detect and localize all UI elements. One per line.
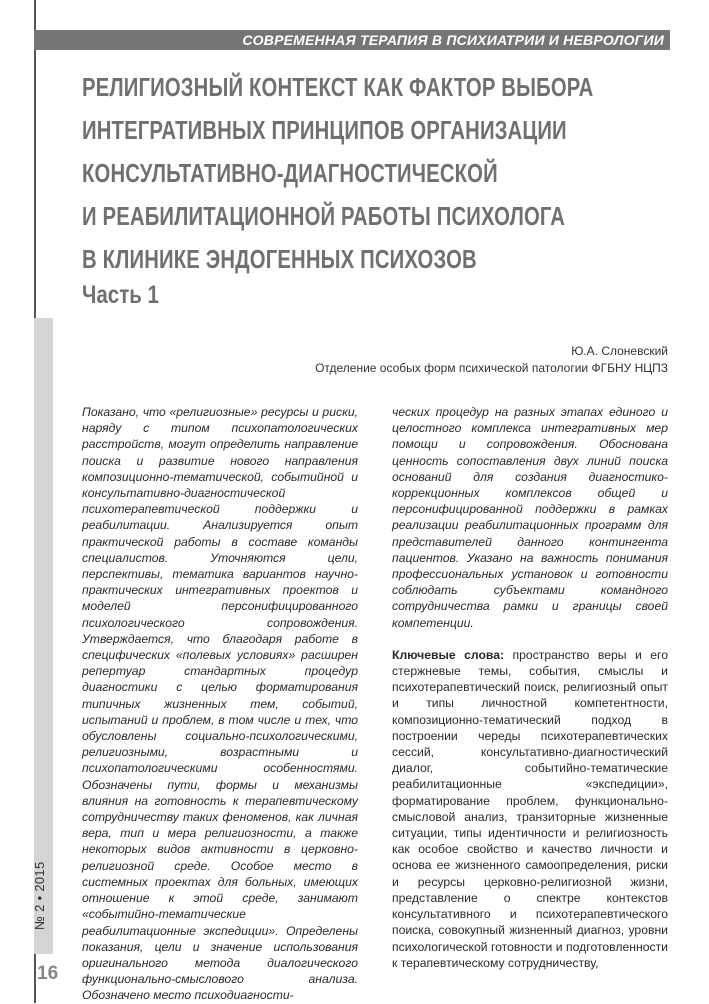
keywords-text: пространство веры и его стержневые темы, события, смыслы и психотерапевтический поиск, религиозный опыт и типы личностной компетентности, композиционно-тематический подход в построении череды психотерапевтических сессий, консультативно-диагностический диалог, событийно-тематические реабилитационные «экспедиции», форматирование проблем, функционально-смысловой анализ, транзиторные жизненные ситуации, типы идентичности и религиозность как особое свойство и качество личности и основа ее жизненного самоопределения, риски и ресурсы церковно-религиозной жизни, представление о спектре контекстов консультативного и психотерапевтического поиска, совокупный жизненный диагноз, уровни психологической готовности и подготовленности к терапевтическому сотрудничеству, — [392, 647, 669, 970]
article-part: Часть 1 — [82, 281, 159, 309]
author: Ю.А. Слоневский — [571, 344, 668, 358]
abstract-column-left — [82, 404, 358, 1004]
title-line: РЕЛИГИОЗНЫЙ КОНТЕКСТ КАК ФАКТОР ВЫБОРА — [82, 72, 594, 102]
affiliation: Отделение особых форм психической патологии ФГБНУ НЦПЗ — [315, 361, 668, 375]
article-title — [82, 66, 594, 281]
page-number: 16 — [37, 963, 59, 984]
margin-grey-band — [34, 318, 53, 954]
journal-header: СОВРЕМЕННАЯ ТЕРАПИЯ В ПСИХИАТРИИ И НЕВРОЛОГИИ — [34, 30, 670, 50]
keywords — [392, 647, 668, 971]
title-line: КОНСУЛЬТАТИВНО-ДИАГНОСТИЧЕСКОЙ — [82, 158, 498, 188]
abstract-text-continued: ческих процедур на разных этапах единого и целостного комплекса интегративных мер помощи и сопровождения. Обоснована ценность сопоставления двух линий поиска оснований для создания диагностико-коррекционных комплексов общей и персонифицированной поддержки в рамках реализации реабилитационных программ для представителей данного контингента пациентов. Указано на важность понимания профессиональных установок и готовности соблюдать субъектами командного сотрудничества рамки и границы своей компетенции. — [392, 405, 668, 630]
keywords-label: Ключевые слова: — [392, 647, 505, 662]
abstract-text: Показано, что «религиозные» ресурсы и риски, наряду с типом психопатологических расстройств, могут определить направление поиска и развитие нового направления композиционно-тематической, событийной и консультативно-диагностической психотерапевтической поддержки и реабилитации. Анализируется опыт практической работы в составе команды специалистов. Уточняются цели, перспективы, тематика вариантов научно-практических интегративных проектов и моделей персонифицированного психологического сопровождения. Утверждается, что благодаря работе в специфических «полевых условиях» расширен репертуар стандартных процедур диагностики с целью форматирования типичных жизненных тем, событий, испытаний и проблем, в том числе и тех, что обусловлены социально-психологическими, религиозными, возрастными и психопатологическими особенностями. Обозначены пути, формы и механизмы влияния на готовность к терапевтическому сотрудничеству таких феноменов, как личная вера, тип и мера религиозности, а также некоторых видов активности в церковно-религиозной среде. Особое место в системных проектах для больных, имеющих отношение к этой среде, занимают «событийно-тематические реабилитационные экспедиции». Определены показания, цели и значение использования оригинального метода диалогического функционально-смыслового анализа. Обозначено место психодиагности- — [82, 405, 358, 1003]
abstract-column-right — [392, 404, 668, 971]
title-line: ИНТЕГРАТИВНЫХ ПРИНЦИПОВ ОРГАНИЗАЦИИ — [82, 115, 567, 145]
title-line: И РЕАБИЛИТАЦИОННОЙ РАБОТЫ ПСИХОЛОГА — [82, 201, 566, 231]
title-line: В КЛИНИКЕ ЭНДОГЕННЫХ ПСИХОЗОВ — [82, 244, 477, 274]
issue-label: № 2 • 2015 — [32, 861, 47, 930]
